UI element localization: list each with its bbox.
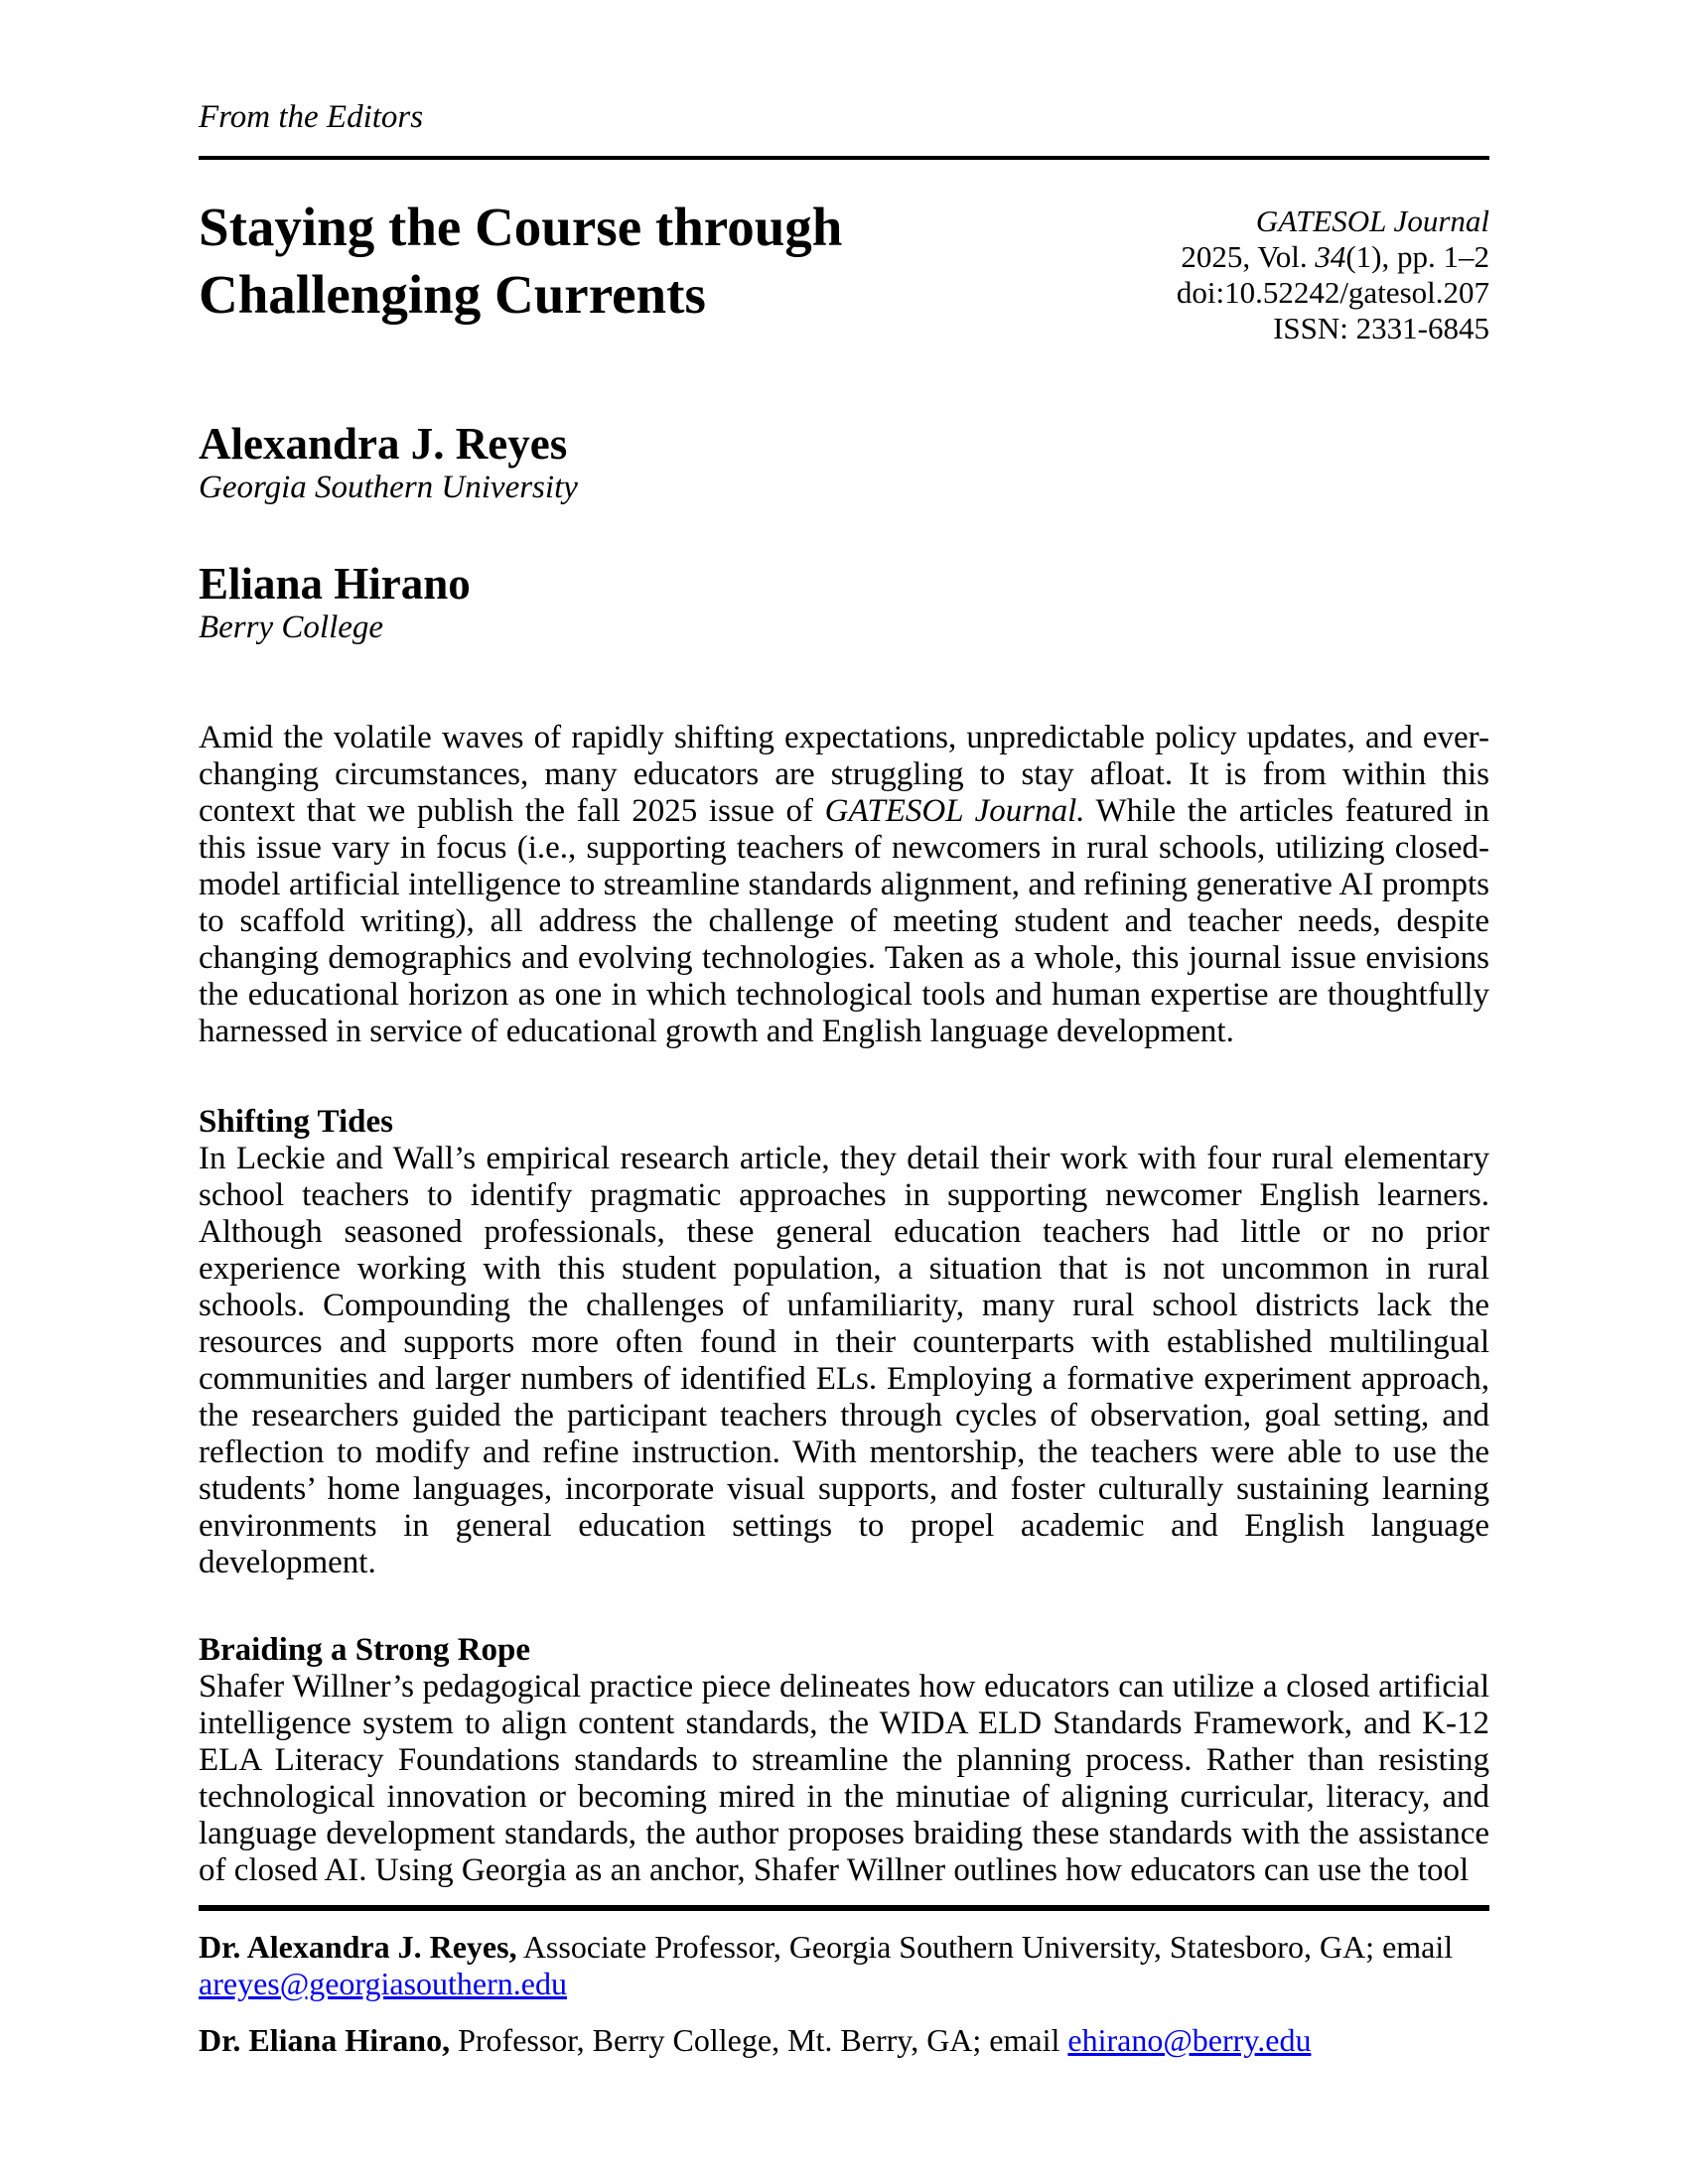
article-title bbox=[199, 194, 842, 329]
section-kicker: From the Editors bbox=[199, 99, 424, 135]
volume-number: 34 bbox=[1315, 239, 1346, 274]
author-list bbox=[199, 419, 1489, 646]
section-heading-shifting-tides: Shifting Tides bbox=[199, 1104, 393, 1140]
author-affiliation: Georgia Southern University bbox=[199, 470, 578, 505]
article-title-line2: Challenging Currents bbox=[199, 264, 706, 325]
email-link-areyes[interactable]: areyes@georgiasouthern.edu bbox=[199, 1966, 567, 2001]
volume-prefix: 2025, Vol. bbox=[1181, 239, 1316, 274]
volume-suffix: (1), pp. 1–2 bbox=[1345, 239, 1489, 274]
section-heading-braiding-a-strong-rope: Braiding a Strong Rope bbox=[199, 1632, 531, 1668]
author-name: Alexandra J. Reyes bbox=[199, 419, 568, 469]
issn-line: ISSN: 2331-6845 bbox=[1273, 311, 1489, 345]
footnote-author-name: Dr. Alexandra J. Reyes, bbox=[199, 1929, 517, 1965]
journal-name: GATESOL Journal bbox=[1255, 204, 1489, 238]
email-link-ehirano[interactable]: ehirano@berry.edu bbox=[1067, 2022, 1312, 2058]
footnote-author-details: Professor, Berry College, Mt. Berry, GA; email bbox=[450, 2022, 1068, 2058]
article-header bbox=[199, 194, 1489, 346]
footnote-rule bbox=[199, 1905, 1489, 1911]
author-name: Eliana Hirano bbox=[199, 559, 471, 609]
author-affiliation: Berry College bbox=[199, 610, 384, 645]
section-paragraph-shifting-tides: In Leckie and Wall’s empirical research article, they detail their work with four rural elementary school teachers to identify pragmatic approaches in supporting newcomer English learners. Although seasoned professionals, these general education teachers had little or no prior experience working with this student population, a situation that is not uncommon in rural schools. Compounding the challenges of unfamiliarity, many rural school districts lack the resources and supports more often found in their counterparts with established multilingual communities and larger numbers of identified ELs. Employing a formative experiment approach, the researchers guided the participant teachers through cycles of observation, goal setting, and reflection to modify and refine instruction. With mentorship, the teachers were able to use the students’ home languages, incorporate visual supports, and foster culturally sustaining learning environments in general education settings to propel academic and English language development. bbox=[199, 1141, 1489, 1580]
doi-line: doi:10.52242/gatesol.207 bbox=[1176, 275, 1489, 310]
intro-paragraph bbox=[199, 720, 1489, 1050]
footnote-author-2 bbox=[199, 2022, 1489, 2059]
author-block bbox=[199, 559, 1489, 646]
footnote-author-details: Associate Professor, Georgia Southern University, Statesboro, GA; email bbox=[516, 1929, 1454, 1965]
intro-text-start: Amid the volatile waves of rapidly shifting expectations, unpredictable policy updates, and ever-changing circumstances, many educators are struggling to stay afloat. It is from within this context that we publish the fall 2025 issue of bbox=[199, 720, 1489, 829]
footnote-author-1 bbox=[199, 1929, 1489, 2002]
article-title-line1: Staying the Course through bbox=[199, 197, 843, 257]
header-rule bbox=[199, 156, 1489, 160]
volume-line bbox=[1177, 239, 1489, 275]
footnote-author-name: Dr. Eliana Hirano, bbox=[199, 2022, 451, 2058]
journal-name-inline: GATESOL Journal. bbox=[824, 793, 1085, 829]
journal-meta bbox=[1177, 194, 1489, 346]
intro-text-end: While the articles featured in this issue vary in focus (i.e., supporting teachers of newcomers in rural schools, utilizing closed-model artificial intelligence to streamline standards alignment, and refining generative AI prompts to scaffold writing), all address the challenge of meeting student and teacher needs, despite changing demographics and evolving technologies. Taken as a whole, this journal issue envisions the educational horizon as one in which technological tools and human expertise are thoughtfully harnessed in service of educational growth and English language development. bbox=[199, 793, 1489, 1049]
author-block bbox=[199, 419, 1489, 506]
section-paragraph-braiding-a-strong-rope: Shafer Willner’s pedagogical practice piece delineates how educators can utilize a closed artificial intelligence system to align content standards, the WIDA ELD Standards Framework, and K-12 ELA Literacy Foundations standards to streamline the planning process. Rather than resisting technological innovation or becoming mired in the minutiae of aligning curricular, literacy, and language development standards, the author proposes braiding these standards with the assistance of closed AI. Using Georgia as an anchor, Shafer Willner outlines how educators can use the tool bbox=[199, 1669, 1489, 1888]
